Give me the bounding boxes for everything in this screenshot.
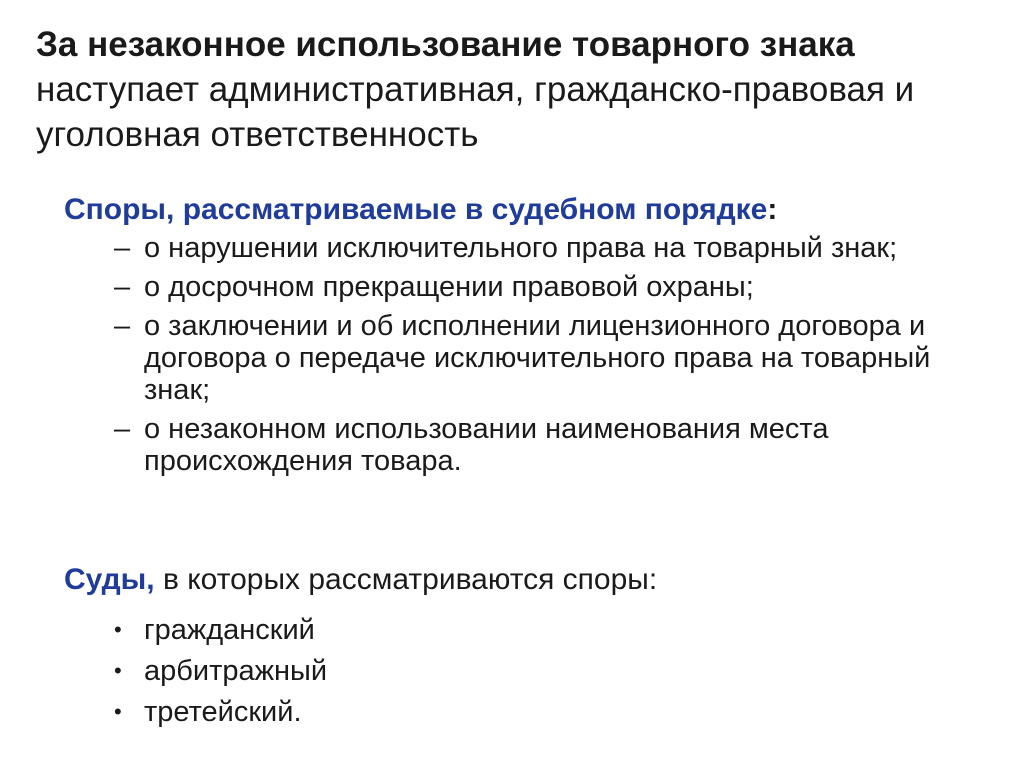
disputes-item-text: о заключении и об исполнении лицензионного договора и договора о передаче исключительного права на товарный знак; xyxy=(144,310,931,406)
bullet-marker: • xyxy=(114,699,122,724)
courts-list-item xyxy=(64,614,994,646)
disputes-list-item xyxy=(64,271,994,303)
disputes-heading-colon: : xyxy=(767,193,778,226)
disputes-list-item xyxy=(64,413,994,477)
courts-list xyxy=(64,614,994,728)
title-bold-part: За незаконное использование товарного знака xyxy=(36,25,855,64)
disputes-item-text: о незаконном использовании наименования места происхождения товара. xyxy=(144,413,829,477)
disputes-item-text: о досрочном прекращении правовой охраны; xyxy=(144,271,754,303)
bullet-marker: • xyxy=(114,658,122,683)
dash-marker: – xyxy=(114,232,131,264)
disputes-heading-text: Споры, рассматриваемые в судебном порядке xyxy=(64,193,768,226)
slide-title xyxy=(36,22,996,157)
disputes-list-item xyxy=(64,232,994,264)
courts-section xyxy=(64,562,994,737)
courts-heading-rest: в которых рассматриваются споры: xyxy=(154,563,658,596)
disputes-section xyxy=(64,192,994,484)
disputes-item-text: о нарушении исключительного права на товарный знак; xyxy=(144,232,898,264)
disputes-heading xyxy=(64,192,994,228)
courts-list-item xyxy=(64,655,994,687)
courts-heading-accent: Суды, xyxy=(64,563,155,596)
courts-item-text: гражданский xyxy=(144,614,315,646)
courts-heading xyxy=(64,562,994,598)
dash-marker: – xyxy=(114,413,131,445)
courts-list-item xyxy=(64,696,994,728)
disputes-list-item xyxy=(64,310,994,406)
dash-marker: – xyxy=(114,310,131,342)
bullet-marker: • xyxy=(114,617,122,642)
disputes-list xyxy=(64,232,994,477)
dash-marker: – xyxy=(114,271,131,303)
courts-item-text: арбитражный xyxy=(144,655,328,687)
title-regular-part: наступает административная, гражданско-правовая и уголовная ответственность xyxy=(36,70,915,154)
courts-item-text: третейский. xyxy=(144,696,302,728)
